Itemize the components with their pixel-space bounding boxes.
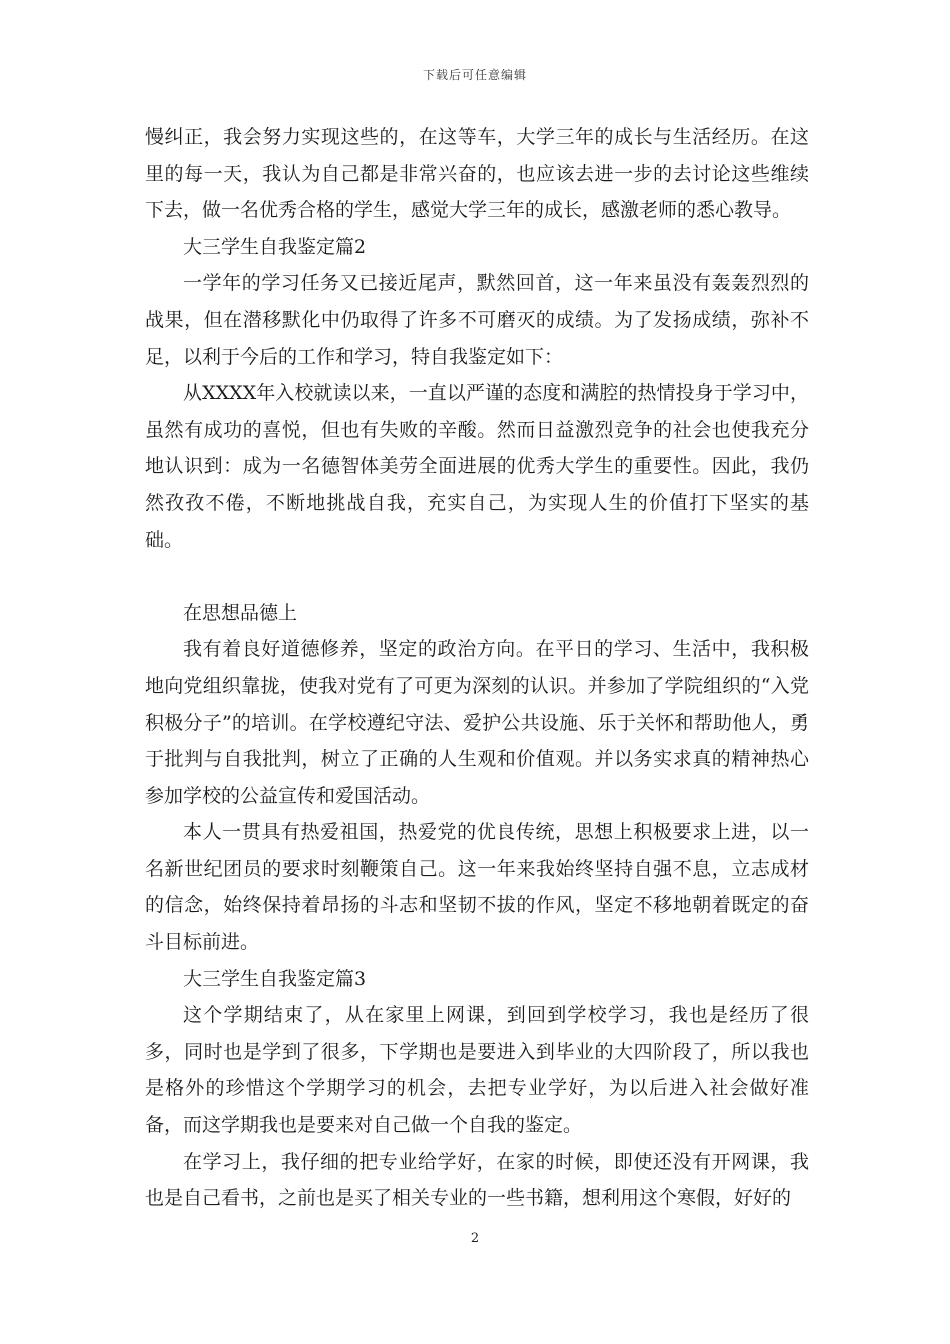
paragraph: 在学习上，我仔细的把专业给学好，在家的时候，即使还没有开网课，我也是自己看书，之前也是买了相关专业的一些书籍，想利用这个寒假，好好的 (145, 1150, 809, 1210)
document-body (145, 119, 809, 1217)
paragraph: 这个学期结束了，从在家里上网课，到回到学校学习，我也是经历了很多，同时也是学到了很多，下学期也是要进入到毕业的大四阶段了，所以我也是格外的珍惜这个学期学习的机会，去把专业学好，为以后进入社会做好准备，而这学期我也是要来对自己做一个自我的鉴定。 (145, 1004, 809, 1137)
paragraph-continuation: 慢纠正，我会努力实现这些的，在这等车，大学三年的成长与生活经历。在这里的每一天，我认为自己都是非常兴奋的，也应该去进一步的去讨论这些维续下去，做一名优秀合格的学生，感觉大学三年的成长，感激老师的悉心教导。 (145, 126, 809, 222)
paragraph: 我有着良好道德修养，坚定的政治方向。在平日的学习、生活中，我积极地向党组织靠拢，使我对党有了可更为深刻的认识。并参加了学院组织的“入党积极分子”的培训。在学校遵纪守法、爱护公共设施、乐于关怀和帮助他人，勇于批判与自我批判，树立了正确的人生观和价值观。并以务实求真的精神热心参加学校的公益宣传和爱国活动。 (145, 638, 809, 807)
blank-line (145, 558, 809, 595)
paragraph: 一学年的学习任务又已接近尾声，默然回首，这一年来虽没有轰轰烈烈的战果，但在潜移默化中仍取得了许多不可磨灭的成绩。为了发扬成绩，弥补不足，以利于今后的工作和学习，特自我鉴定如下： (145, 272, 809, 368)
paragraph: 本人一贯具有热爱祖国，热爱党的优良传统，思想上积极要求上进，以一名新世纪团员的要求时刻鞭策自己。这一年来我始终坚持自强不息，立志成材的信念，始终保持着昂扬的斗志和坚韧不拔的作风，坚定不移地朝着既定的奋斗目标前进。 (145, 821, 809, 954)
section-heading-2: 大三学生自我鉴定篇2 (183, 235, 367, 258)
section-heading-3: 大三学生自我鉴定篇3 (183, 967, 367, 990)
subsection-heading: 在思想品德上 (183, 601, 298, 624)
paragraph: 从XXXX年入校就读以来，一直以严谨的态度和满腔的热情投身于学习中，虽然有成功的喜悦，但也有失败的辛酸。然而日益激烈竞争的社会也使我充分地认识到：成为一名德智体美劳全面进展的优秀大学生的重要性。因此，我仍然孜孜不倦，不断地挑战自我，充实自己，为实现人生的价值打下坚实的基础。 (145, 382, 809, 551)
page-header: 下载后可任意编辑 (422, 68, 527, 82)
page-number: 2 (470, 1231, 480, 1246)
